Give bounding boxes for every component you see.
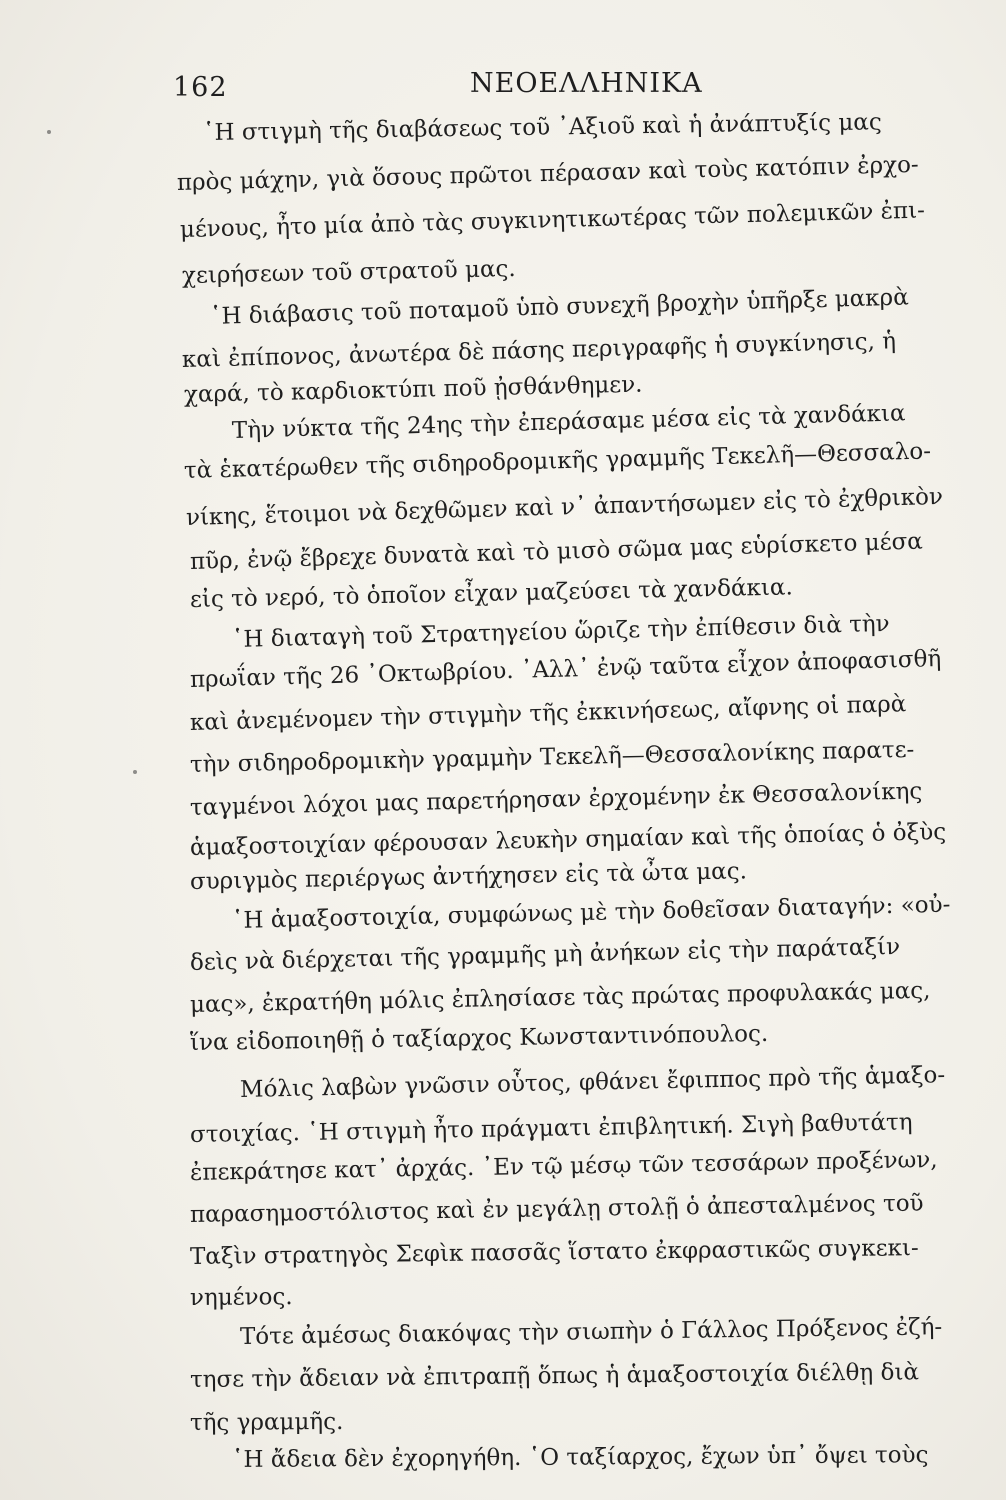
- text-line: ῾Η στιγμὴ τῆς διαβάσεως τοῦ ᾿Αξιοῦ καὶ ἡ ἀνάπτυξίς μας: [202, 109, 882, 146]
- text-line: ἵνα εἰδοποιηθῇ ὁ ταξίαρχος Κωνσταντινόπουλος.: [189, 1020, 769, 1056]
- text-line: καὶ ἀνεμένομεν τὴν στιγμὴν τῆς ἐκκινήσεως, αἴφνης οἱ παρὰ: [189, 691, 907, 736]
- text-line: ἁμαξοστοιχίαν φέρουσαν λευκὴν σημαίαν καὶ τῆς ὁποίας ὁ ὀξὺς: [189, 819, 947, 861]
- text-line: εἰς τὸ νερό, τὸ ὁποῖον εἶχαν μαζεύσει τὰ χανδάκια.: [189, 574, 794, 613]
- text-line: ῾Η διάβασις τοῦ ποταμοῦ ὑπὸ συνεχῆ βροχὴν ὑπῆρξε μακρὰ: [209, 284, 910, 330]
- text-line: νίκης, ἕτοιμοι νὰ δεχθῶμεν καὶ ν᾿ ἀπαντήσωμεν εἰς τὸ ἐχθρικὸν: [185, 483, 944, 531]
- text-line: ῾Η ἁμαξοστοιχία, συμφώνως μὲ τὴν δοθεῖσαν διαταγήν: «οὐ-: [231, 891, 951, 934]
- text-line: Μόλις λαβὼν γνῶσιν οὗτος, φθάνει ἔφιππος πρὸ τῆς ἁμαξο-: [239, 1062, 946, 1103]
- text-line: χαρά, τὸ καρδιοκτύπι ποῦ ᾐσθάνθημεν.: [183, 371, 643, 408]
- text-line: συριγμὸς περιέργως ἀντήχησεν εἰς τὰ ὦτα μας.: [189, 858, 748, 895]
- text-line: ῾Η διαταγὴ τοῦ Στρατηγείου ὥριζε τὴν ἐπίθεσιν διὰ τὴν: [231, 610, 890, 653]
- text-line: πρὸς μάχην, γιὰ ὅσους πρῶτοι πέρασαν καὶ τοὺς κατόπιν ἐρχο-: [176, 151, 919, 196]
- running-title: ΝΕΟΕΛΛΗΝΙΚΑ: [470, 68, 703, 99]
- text-line: παρασημοστόλιστος καὶ ἐν μεγάλῃ στολῇ ὁ ἀπεσταλμένος τοῦ: [189, 1190, 924, 1228]
- text-line: καὶ ἐπίπονος, ἀνωτέρα δὲ πάσης περιγραφῆς ἡ συγκίνησις, ἡ: [181, 328, 897, 373]
- text-line: τῆς γραμμῆς.: [189, 1408, 344, 1436]
- text-line: ἐπεκράτησε κατ᾿ ἀρχάς. ᾿Εν τῷ μέσῳ τῶν τεσσάρων προξένων,: [189, 1146, 938, 1186]
- text-line: τὴν σιδηροδρομικὴν γραμμὴν Τεκελῆ—Θεσσαλονίκης παρατε-: [189, 736, 915, 778]
- page-number: 162: [173, 72, 228, 103]
- text-line: Ταξὶν στρατηγὸς Σεφὶκ πασσᾶς ἵστατο ἐκφραστικῶς συγκεκι-: [189, 1235, 919, 1270]
- text-line: ταγμένοι λόχοι μας παρετήρησαν ἐρχομένην ἐκ Θεσσαλονίκης: [189, 778, 923, 821]
- text-line: Τότε ἀμέσως διακόψας τὴν σιωπὴν ὁ Γάλλος Πρόξενος ἐζή-: [239, 1314, 943, 1350]
- paper-speck: [133, 770, 137, 774]
- text-line: στοιχίας. ῾Η στιγμὴ ἦτο πράγματι ἐπιβλητική. Σιγὴ βαθυτάτη: [189, 1109, 913, 1148]
- paper-speck: [47, 130, 51, 134]
- text-line: τὰ ἑκατέρωθεν τῆς σιδηροδρομικῆς γραμμῆς Τεκελῆ—Θεσσαλο-: [183, 438, 932, 484]
- text-line: μας», ἐκρατήθη μόλις ἐπλησίασε τὰς πρώτας προφυλακάς μας,: [189, 977, 931, 1018]
- text-line: χειρήσεων τοῦ στρατοῦ μας.: [181, 256, 516, 289]
- text-line: ῾Η ἄδεια δὲν ἐχορηγήθη. ῾Ο ταξίαρχος, ἔχων ὑπ᾿ ὄψει τοὺς: [231, 1442, 929, 1473]
- text-line: πρωΐαν τῆς 26 ᾿Οκτωβρίου. ᾿Αλλ᾿ ἐνῷ ταῦτα εἶχον ἀποφασισθῆ: [189, 646, 942, 693]
- text-line: μένους, ἦτο μία ἀπὸ τὰς συγκινητικωτέρας τῶν πολεμικῶν ἐπι-: [179, 197, 926, 243]
- text-line: δεὶς νὰ διέρχεται τῆς γραμμῆς μὴ ἀνήκων εἰς τὴν παράταξίν: [189, 933, 901, 976]
- text-line: τησε τὴν ἄδειαν νὰ ἐπιτραπῇ ὅπως ἡ ἁμαξοστοιχία διέλθῃ διὰ: [189, 1359, 920, 1393]
- text-line: νημένος.: [189, 1284, 293, 1311]
- text-line: πῦρ, ἐνῷ ἔβρεχε δυνατὰ καὶ τὸ μισὸ σῶμα μας εὑρίσκετο μέσα: [189, 528, 924, 575]
- text-line: Τὴν νύκτα τῆς 24ης τὴν ἐπεράσαμε μέσα εἰς τὰ χανδάκια: [231, 400, 906, 444]
